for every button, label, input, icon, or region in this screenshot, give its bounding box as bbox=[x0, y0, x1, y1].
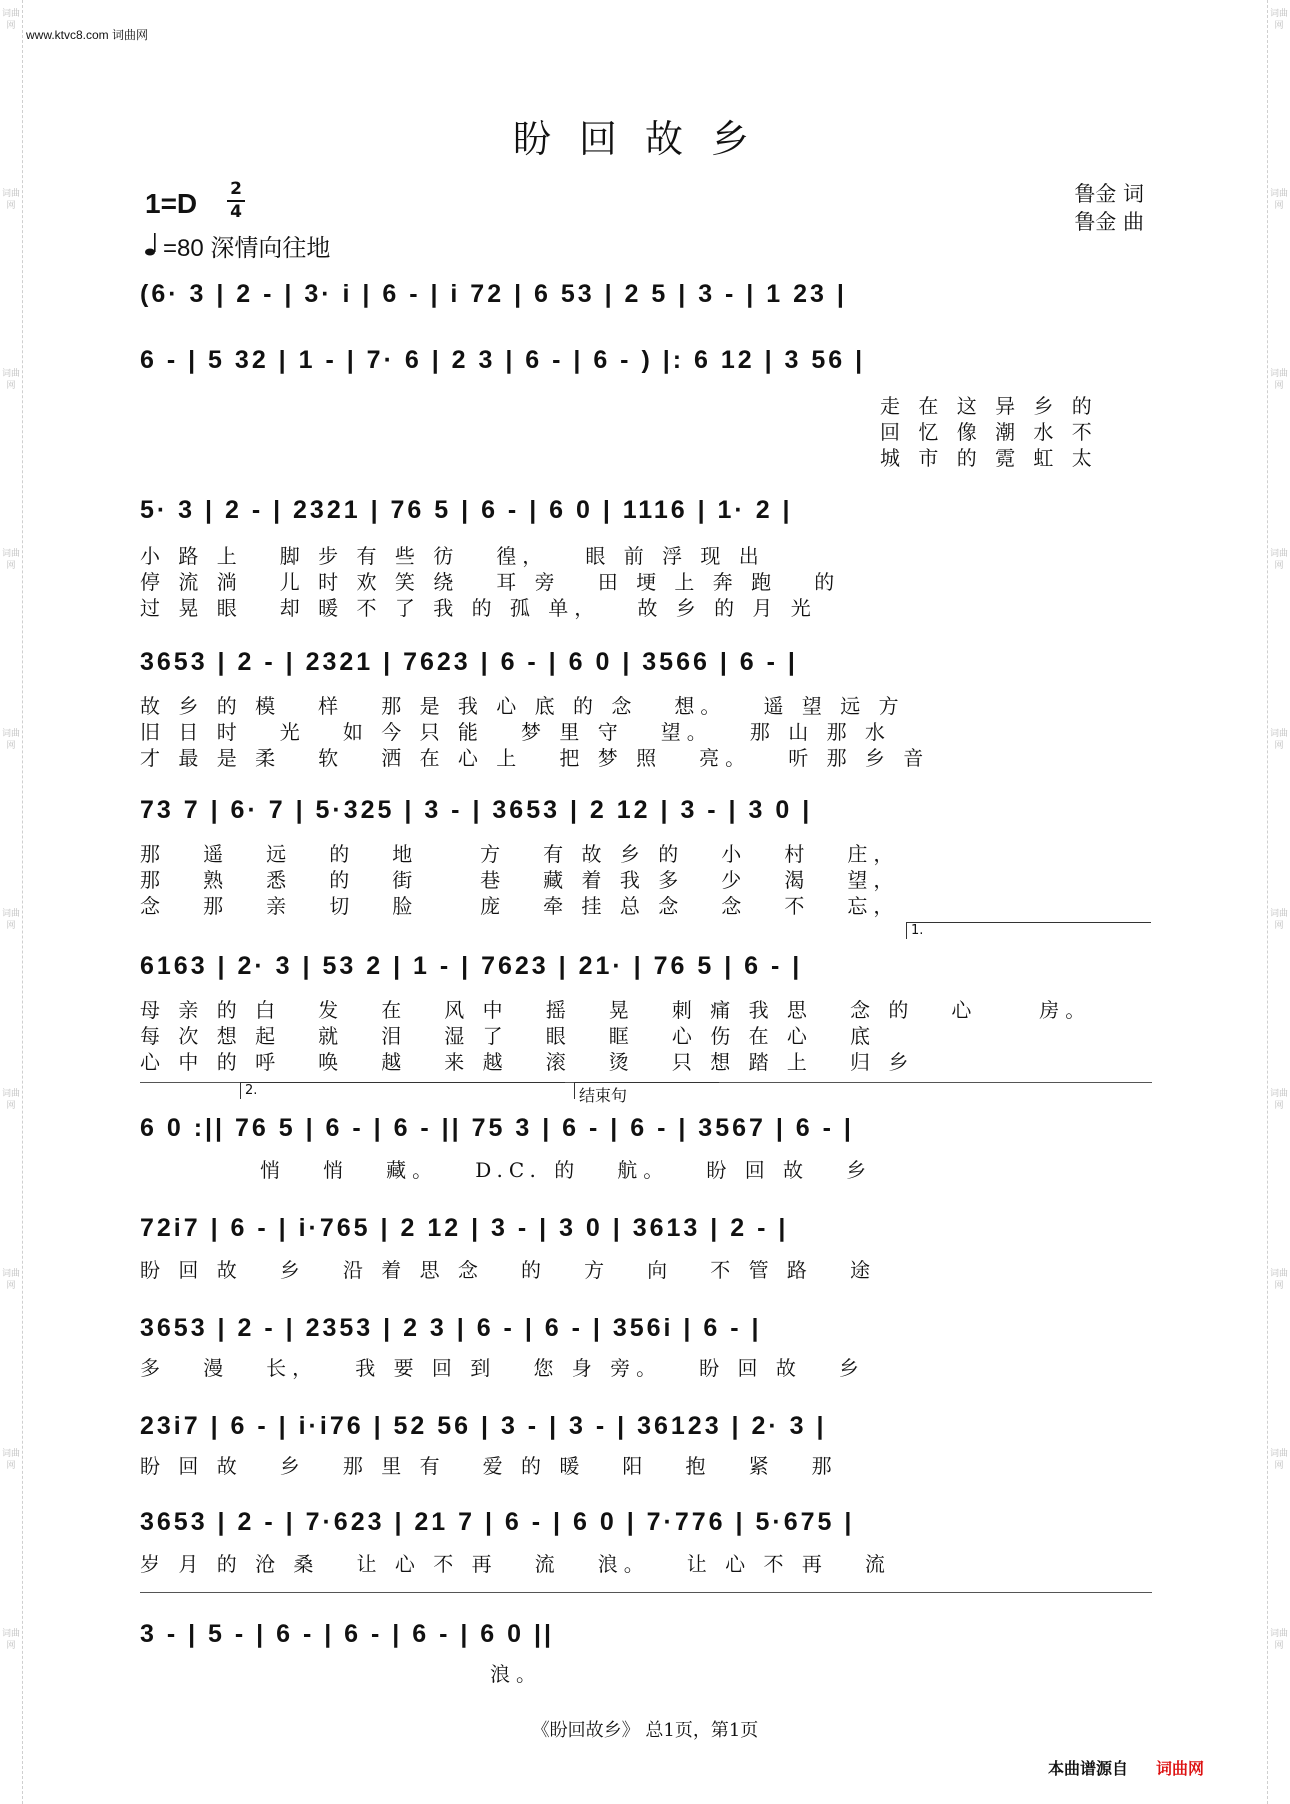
lyric-line: 念 那 亲 切 脸 庞 牵 挂 总 念 念 不 忘， bbox=[140, 894, 900, 918]
page-footer: 《盼回故乡》 总1页，第1页 bbox=[531, 1720, 759, 1741]
lyricist: 鲁金 词 bbox=[1074, 182, 1144, 206]
lyric-line: 悄 悄 藏。 D.C. 的 航。 盼 回 故 乡 bbox=[260, 1158, 873, 1182]
left-watermark-strip: 词曲网 词曲网 词曲网 词曲网 词曲网 词曲网 词曲网 词曲网 词曲网 词曲网 bbox=[0, 0, 23, 1804]
score-line-9: 3653 | 2 - | 2353 | 2 3 | 6 - | 6 - | 356i | 6 - | bbox=[140, 1314, 762, 1342]
source-credit: 本曲谱源自 词曲网 bbox=[1048, 1759, 1205, 1778]
lyric-line: 停 流 淌 儿 时 欢 笑 绕 耳 旁 田 埂 上 奔 跑 的 bbox=[140, 570, 841, 594]
lyric-line: 每 次 想 起 就 泪 湿 了 眼 眶 心 伤 在 心 底 bbox=[140, 1024, 877, 1048]
lyric-line: 城 市 的 霓 虹 太 bbox=[880, 446, 1098, 470]
lyric-line: 那 熟 悉 的 街 巷 藏 着 我 多 少 渴 望， bbox=[140, 868, 900, 892]
lyric-line: 小 路 上 脚 步 有 些 彷 徨， 眼 前 浮 现 出 bbox=[140, 544, 765, 568]
lyric-line: 回 忆 像 潮 水 不 bbox=[880, 420, 1098, 444]
lyric-line: 浪。 bbox=[490, 1662, 542, 1686]
score-line-7: 6 0 :|| 76 5 | 6 - | 6 - || 75 3 | 6 - | 6 - | 3567 | 6 - | bbox=[140, 1114, 854, 1142]
lyric-line: 走 在 这 异 乡 的 bbox=[880, 394, 1098, 418]
score-line-5: 73 7 | 6· 7 | 5·325 | 3 - | 3653 | 2 12 | 3 - | 3 0 | bbox=[140, 796, 813, 824]
tempo-marking: =80 深情向往地 bbox=[145, 228, 330, 263]
coda-label: 结束句 bbox=[574, 1082, 719, 1099]
lyric-line: 才 最 是 柔 软 洒 在 心 上 把 梦 照 亮。 听 那 乡 音 bbox=[140, 746, 930, 770]
site-url[interactable]: www.ktvc8.com 词曲网 bbox=[26, 28, 149, 42]
credits bbox=[1074, 180, 1144, 236]
score-line-11: 3653 | 2 - | 7·623 | 21 7 | 6 - | 6 0 | 7·776 | 5·675 | bbox=[140, 1508, 855, 1536]
lyric-line: 多 漫 长， 我 要 回 到 您 身 旁。 盼 回 故 乡 bbox=[140, 1356, 865, 1380]
lyric-line: 盼 回 故 乡 那 里 有 爱 的 暖 阳 抱 紧 那 bbox=[140, 1454, 838, 1478]
lyric-line: 母 亲 的 白 发 在 风 中 摇 晃 刺 痛 我 思 念 的 心 房。 bbox=[140, 998, 1092, 1022]
score-line-2: 6 - | 5 32 | 1 - | 7· 6 | 2 3 | 6 - | 6 - ) |: 6 12 | 3 56 | bbox=[140, 346, 866, 374]
song-title: 盼回故乡 bbox=[512, 117, 777, 161]
score-line-6: 6163 | 2· 3 | 53 2 | 1 - | 7623 | 21· | 76 5 | 6 - | bbox=[140, 952, 803, 980]
volta-1-bracket: 1. bbox=[906, 922, 1151, 939]
source-site-link[interactable]: 词曲网 bbox=[1156, 1759, 1205, 1778]
lyric-line: 心 中 的 呼 唤 越 来 越 滚 烫 只 想 踏 上 归 乡 bbox=[140, 1050, 915, 1074]
lyric-line: 过 晃 眼 却 暖 不 了 我 的 孤 单， 故 乡 的 月 光 bbox=[140, 596, 817, 620]
section-divider bbox=[140, 1592, 1152, 1593]
lyric-line: 那 遥 远 的 地 方 有 故 乡 的 小 村 庄， bbox=[140, 842, 900, 866]
lyric-line: 盼 回 故 乡 沿 着 思 念 的 方 向 不 管 路 途 bbox=[140, 1258, 877, 1282]
score-line-12: 3 - | 5 - | 6 - | 6 - | 6 - | 6 0 || bbox=[140, 1620, 554, 1648]
volta-2-bracket: 2. bbox=[240, 1082, 565, 1099]
score-line-8: 72i7 | 6 - | i·765 | 2 12 | 3 - | 3 0 | 3613 | 2 - | bbox=[140, 1214, 789, 1242]
lyric-line: 旧 日 时 光 如 今 只 能 梦 里 守 望。 那 山 那 水 bbox=[140, 720, 891, 744]
quarter-note-icon bbox=[145, 232, 159, 263]
score-line-3: 5· 3 | 2 - | 2321 | 76 5 | 6 - | 6 0 | 1116 | 1· 2 | bbox=[140, 496, 793, 524]
score-line-4: 3653 | 2 - | 2321 | 7623 | 6 - | 6 0 | 3566 | 6 - | bbox=[140, 648, 798, 676]
lyric-line: 岁 月 的 沧 桑 让 心 不 再 流 浪。 让 心 不 再 流 bbox=[140, 1552, 891, 1576]
right-watermark-strip: 词曲网 词曲网 词曲网 词曲网 词曲网 词曲网 词曲网 词曲网 词曲网 词曲网 bbox=[1267, 0, 1290, 1804]
score-line-1: (6· 3 | 2 - | 3· i | 6 - | i 72 | 6 53 | 2 5 | 3 - | 1 23 | bbox=[140, 280, 847, 308]
key-signature: 1=D bbox=[145, 188, 198, 219]
lyric-line: 故 乡 的 模 样 那 是 我 心 底 的 念 想。 遥 望 远 方 bbox=[140, 694, 905, 718]
time-signature: 2 4 bbox=[227, 180, 245, 222]
score-line-10: 23i7 | 6 - | i·i76 | 52 56 | 3 - | 3 - | 36123 | 2· 3 | bbox=[140, 1412, 827, 1440]
composer: 鲁金 曲 bbox=[1074, 210, 1144, 234]
